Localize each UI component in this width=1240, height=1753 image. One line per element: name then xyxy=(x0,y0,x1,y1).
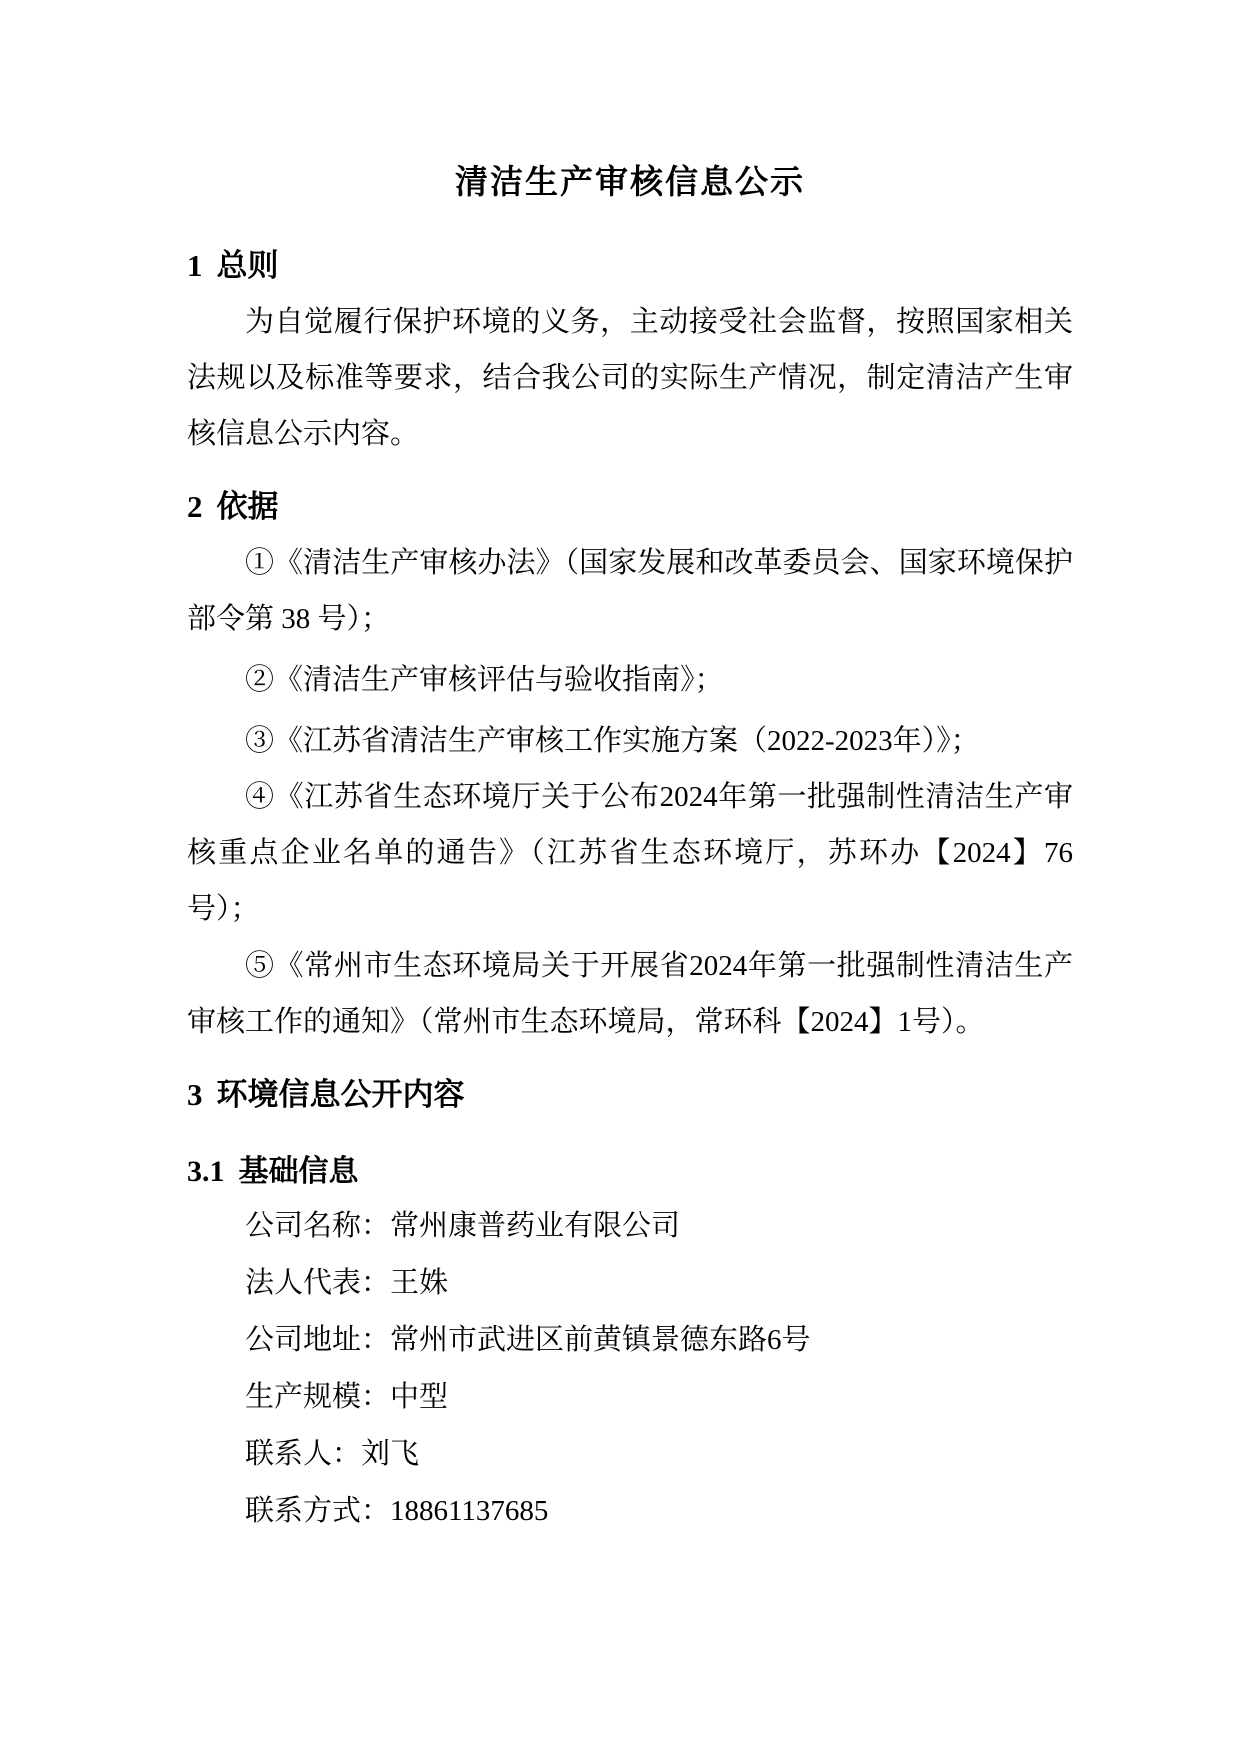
section-heading-general xyxy=(187,248,1073,284)
basis-item-4: ④《江苏省生态环境厅关于公布2024年第一批强制性清洁生产审核重点企业名单的通告》（江苏省生态环境厅，苏环办【2024】76号）； xyxy=(187,781,1073,925)
subsection-heading-text: 基础信息 xyxy=(238,1155,359,1188)
info-line-production-scale: 生产规模：中型 xyxy=(245,1381,449,1413)
subsection-number: 3.1 xyxy=(187,1155,225,1188)
basis-item-5: ⑤《常州市生态环境局关于开展省2024年第一批强制性清洁生产审核工作的通知》（常州市生态环境局，常环科【2024】1号）。 xyxy=(187,950,1073,1038)
section-number: 2 xyxy=(187,489,203,524)
document-title: 清洁生产审核信息公示 xyxy=(455,165,805,201)
section-heading-text: 环境信息公开内容 xyxy=(216,1077,465,1112)
paragraph-general: 为自觉履行保护环境的义务，主动接受社会监督，按照国家相关法规以及标准等要求，结合我公司的实际生产情况，制定清洁产生审核信息公示内容。 xyxy=(187,306,1073,450)
section-heading-text: 总则 xyxy=(216,248,279,283)
section-heading-basis xyxy=(187,489,1073,525)
subsection-heading-basic-info xyxy=(187,1154,1073,1190)
info-line-company-name: 公司名称：常州康普药业有限公司 xyxy=(245,1210,681,1242)
section-heading-disclosure xyxy=(187,1077,1073,1113)
section-number: 3 xyxy=(187,1077,203,1112)
info-line-company-address: 公司地址：常州市武进区前黄镇景德东路6号 xyxy=(245,1324,811,1356)
info-line-contact-person: 联系人：刘飞 xyxy=(245,1438,420,1470)
info-line-legal-representative: 法人代表：王姝 xyxy=(245,1267,449,1299)
basis-item-1: ①《清洁生产审核办法》（国家发展和改革委员会、国家环境保护部令第 38 号）； xyxy=(187,547,1073,635)
section-number: 1 xyxy=(187,248,203,283)
basis-item-2: ②《清洁生产审核评估与验收指南》； xyxy=(245,664,724,696)
basic-info-block xyxy=(187,1198,1073,1540)
basis-item-3: ③《江苏省清洁生产审核工作实施方案（2022-2023年）》； xyxy=(245,725,980,757)
section-heading-text: 依据 xyxy=(216,489,279,524)
info-line-contact-phone: 联系方式：18861137685 xyxy=(245,1495,549,1527)
